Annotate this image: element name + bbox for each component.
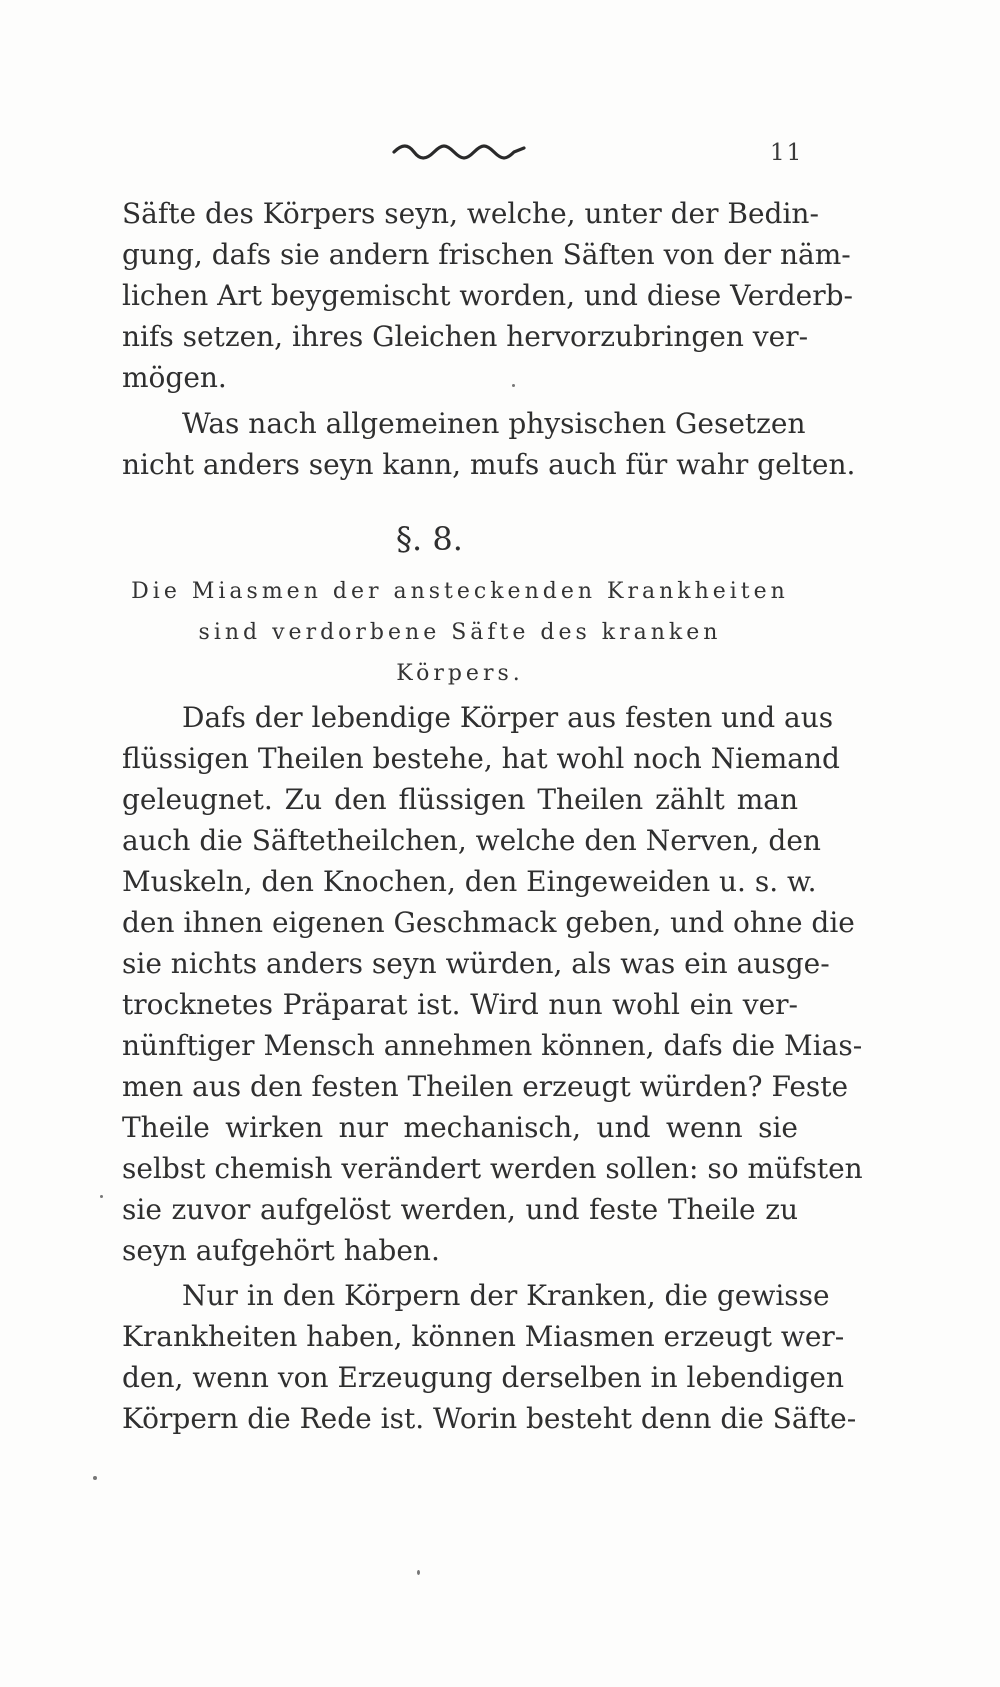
text-line: Dafs der lebendige Körper aus festen und aus bbox=[182, 701, 834, 734]
section-heading bbox=[120, 571, 800, 694]
text-line: Säfte des Körpers seyn, welche, unter der Bedin- bbox=[122, 197, 819, 230]
text-line: seyn aufgehört haben. bbox=[122, 1234, 440, 1267]
text-line: nifs setzen, ihres Gleichen hervorzubringen ver- bbox=[122, 320, 809, 353]
section-mark: §. 8. bbox=[396, 520, 463, 558]
page-number: 11 bbox=[770, 140, 804, 166]
text-line: lichen Art beygemischt worden, und diese Verderb- bbox=[122, 279, 854, 312]
text-line: mögen. bbox=[122, 361, 227, 394]
text-line: den, wenn von Erzeugung derselben in lebendigen bbox=[122, 1361, 844, 1394]
text-line: men aus den festen Theilen erzeugt würden? Feste bbox=[122, 1070, 849, 1103]
text-line: Nur in den Körpern der Kranken, die gewisse bbox=[182, 1279, 830, 1312]
paragraph-law bbox=[122, 403, 856, 485]
text-line: flüssigen Theilen bestehe, hat wohl noch Niemand bbox=[122, 742, 840, 775]
text-line: nicht anders seyn kann, mufs auch für wahr gelten. bbox=[122, 448, 856, 481]
text-line: auch die Säftetheilchen, welche den Nerven, den bbox=[122, 824, 821, 857]
paragraph-sick-bodies bbox=[122, 1275, 857, 1439]
paper-speck bbox=[93, 1476, 97, 1480]
text-line: selbst chemish verändert werden sollen: so müfsten bbox=[122, 1152, 863, 1185]
text-line: Theile wirken nur mechanisch, und wenn sie bbox=[122, 1111, 798, 1144]
text-line: Körpern die Rede ist. Worin besteht denn die Säfte- bbox=[122, 1402, 857, 1435]
heading-line: sind verdorbene Säfte des kranken bbox=[198, 620, 722, 645]
text-line: nünftiger Mensch annehmen können, dafs die Mias- bbox=[122, 1029, 863, 1062]
paragraph-solid-liquid-parts bbox=[122, 697, 863, 1271]
paragraph-continuation bbox=[122, 193, 854, 398]
text-line: sie nichts anders seyn würden, als was ein ausge- bbox=[122, 947, 830, 980]
paper-speck bbox=[512, 384, 515, 387]
paper-speck bbox=[417, 1570, 420, 1575]
text-line: geleugnet. Zu den flüssigen Theilen zählt man bbox=[122, 783, 798, 816]
text-line: Krankheiten haben, können Miasmen erzeugt wer- bbox=[122, 1320, 845, 1353]
text-line: Muskeln, den Knochen, den Eingeweiden u. s. w. bbox=[122, 865, 817, 898]
text-line: gung, dafs sie andern frischen Säften von der näm- bbox=[122, 238, 851, 271]
heading-line: Die Miasmen der ansteckenden Krankheiten bbox=[131, 579, 789, 604]
text-line: sie zuvor aufgelöst werden, und feste Theile zu bbox=[122, 1193, 798, 1226]
paper-speck bbox=[100, 1195, 103, 1198]
text-line: Was nach allgemeinen physischen Gesetzen bbox=[182, 407, 806, 440]
wavy-line-ornament-icon bbox=[392, 140, 526, 160]
text-line: den ihnen eigenen Geschmack geben, und ohne die bbox=[122, 906, 855, 939]
text-line: trocknetes Präparat ist. Wird nun wohl ein ver- bbox=[122, 988, 798, 1021]
heading-line: Körpers. bbox=[396, 661, 524, 686]
